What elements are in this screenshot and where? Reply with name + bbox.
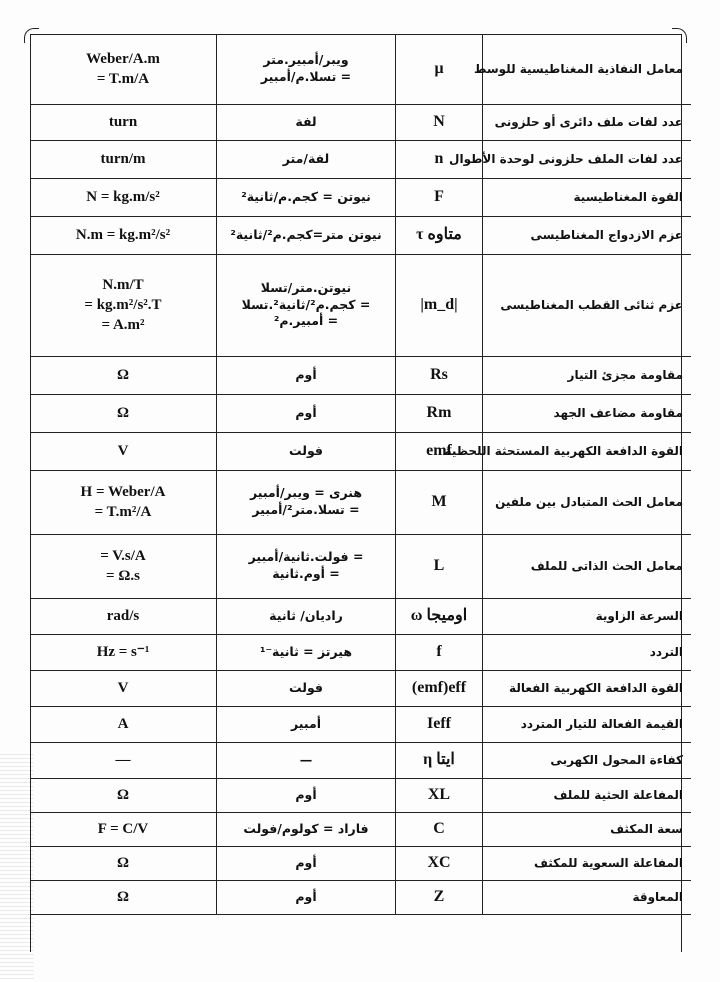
quantity-name-cell [449,140,692,178]
quantity-name-cell [483,254,692,356]
si-unit-cell [30,706,217,742]
symbol-cell [396,470,483,534]
table-row [30,846,691,880]
quantity-name-cell-line: التردد [649,644,683,659]
symbol-cell-line: emf [426,442,452,460]
arabic-unit-cell [217,216,396,254]
symbol-cell-line: C [433,820,445,838]
table-row [30,670,691,706]
symbol-cell-line: XC [427,854,451,872]
arabic-unit-cell [217,356,396,394]
arabic-unit-cell-line: فولت [289,442,323,458]
quantity-name-cell-line: كفاءة المحول الكهربى [550,752,683,767]
table-row [30,34,691,104]
quantity-name-cell [483,634,692,670]
quantity-name-cell [483,778,692,812]
quantity-name-cell [483,104,692,140]
scan-noise [0,752,34,982]
arabic-unit-cell-line: راديان/ ثانية [269,607,343,623]
units-table [30,34,691,915]
si-unit-cell-line: Hz = s⁻¹ [96,643,150,660]
quantity-name-cell [483,534,692,598]
symbol-cell-line: n [434,150,444,168]
quantity-name-cell [483,846,692,880]
si-unit-cell-line: F = C/V [97,820,149,837]
si-unit-cell-line: H = Weber/A [80,483,166,500]
arabic-unit-cell-line: نيوتن.متر/تسلا [260,279,352,295]
arabic-unit-cell [217,634,396,670]
si-unit-cell-line: A [117,715,129,732]
table-row [30,742,691,778]
arabic-unit-cell [217,254,396,356]
si-unit-cell-line: = V.s/A [100,547,146,564]
table-row [30,140,691,178]
arabic-unit-cell [217,178,396,216]
quantity-name-cell-line: السرعة الزاوية [595,608,683,623]
quantity-name-cell-line: معامل الحث الذاتى للملف [530,558,683,573]
symbol-cell-line: (emf)eff [411,679,467,697]
symbol-cell-line: ω اوميجا [410,607,468,625]
quantity-name-cell-line: القوة المغناطيسية [573,189,683,204]
arabic-unit-cell-line: = فولت.ثانية/أمبير [248,549,364,565]
table-row [30,254,691,356]
table-row [30,470,691,534]
si-unit-cell-line: — [115,751,131,768]
arabic-unit-cell [217,880,396,914]
quantity-name-cell [483,356,692,394]
table-row [30,778,691,812]
si-unit-cell-line: Ω [116,404,129,421]
arabic-unit-cell-line: فولت [289,679,323,695]
si-unit-cell-line: turn/m [100,150,146,167]
si-unit-cell [30,778,217,812]
table-row [30,394,691,432]
symbol-cell [396,598,483,634]
arabic-unit-cell [217,140,396,178]
si-unit-cell-line: V [117,679,129,696]
symbol-cell [396,104,483,140]
quantity-name-cell-line: القيمة الفعالة للتيار المتردد [520,716,683,731]
arabic-unit-cell [217,470,396,534]
arabic-unit-cell-line: = أمبير.م² [273,313,339,329]
arabic-unit-cell [217,598,396,634]
symbol-cell-line: L [433,557,445,575]
si-unit-cell-line: = Ω.s [106,568,140,584]
si-unit-cell [30,670,217,706]
arabic-unit-cell-line: لفة/متر [282,150,330,166]
quantity-name-cell-line: معامل الحث المتبادل بين ملفين [495,494,683,509]
arabic-unit-cell [217,432,396,470]
quantity-name-cell [483,394,692,432]
quantity-name-cell [483,880,692,914]
symbol-cell-line: f [436,643,442,661]
arabic-unit-cell-line: أوم [295,786,317,802]
table-row [30,634,691,670]
quantity-name-cell [483,670,692,706]
symbol-cell [396,534,483,598]
arabic-unit-cell [217,394,396,432]
symbol-cell-line: μ [434,59,444,77]
si-unit-cell-line: Weber/A.m [86,50,160,67]
si-unit-cell [30,742,217,778]
quantity-name-cell [483,812,692,846]
arabic-unit-cell-line: أوم [295,854,317,870]
arabic-unit-cell-line: = كجم.م²/ثانية².تسلا [241,296,371,312]
quantity-name-cell-line: المعاوقة [632,889,683,904]
arabic-unit-cell-line: = أوم.ثانية [272,566,340,581]
si-unit-cell-line: = kg.m²/s².T [84,296,162,313]
symbol-cell-line: Rm [426,404,452,422]
si-unit-cell-line: rad/s [106,607,140,624]
arabic-unit-cell [217,34,396,104]
quantity-name-cell-line: معامل النفاذية المغناطيسية للوسط [474,61,683,76]
symbol-cell [396,356,483,394]
table-row [30,812,691,846]
symbol-cell-line: η ايتا [423,751,455,769]
si-unit-cell [30,634,217,670]
arabic-unit-cell-line: أمبير [290,715,321,731]
si-unit-cell-line: N.m/T [102,276,144,293]
arabic-unit-cell [217,534,396,598]
arabic-unit-cell-line: فاراد = كولوم/فولت [243,820,369,836]
arabic-unit-cell-line: — [299,751,313,767]
si-unit-cell-line: = T.m/A [96,70,150,87]
quantity-name-cell [483,178,692,216]
arabic-unit-cell-line: نيوتن متر=كجم.م²/ثانية² [230,226,382,242]
arabic-unit-cell [217,742,396,778]
quantity-name-cell-line: القوة الدافعة الكهربية الفعالة [509,680,683,695]
arabic-unit-cell-line: = تسلا.متر²/أمبير [252,502,360,517]
table-row [30,706,691,742]
si-unit-cell [30,34,217,104]
symbol-cell-line: Z [433,888,445,906]
symbol-cell [396,742,483,778]
si-unit-cell [30,356,217,394]
symbol-cell-line: Ieff [427,715,451,733]
quantity-name-cell-line: عدد لفات الملف حلزونى لوحدة الأطوال [449,151,683,166]
quantity-name-cell [483,216,692,254]
si-unit-cell-line: N.m = kg.m²/s² [75,226,171,243]
si-unit-cell-line: Ω [116,854,129,871]
quantity-name-cell [483,598,692,634]
symbol-cell-line: Rs [430,366,448,384]
symbol-cell-line: |m_d| [420,296,458,314]
symbol-cell-line: F [434,188,444,206]
si-unit-cell-line: Ω [116,366,129,383]
si-unit-cell [30,140,217,178]
symbol-cell [396,846,483,880]
si-unit-cell [30,534,217,598]
symbol-cell [396,880,483,914]
symbol-cell-line: τ متاوه [416,226,462,244]
quantity-name-cell [483,706,692,742]
symbol-cell [396,812,483,846]
symbol-cell-line: N [433,113,445,131]
si-unit-cell [30,812,217,846]
quantity-name-cell-line: عدد لفات ملف دائرى أو حلزونى [494,114,683,129]
arabic-unit-cell-line: أوم [295,888,317,904]
si-unit-cell-line: = A.m² [101,317,145,334]
si-unit-cell [30,104,217,140]
si-unit-cell [30,254,217,356]
table-row [30,880,691,914]
quantity-name-cell [474,34,692,104]
si-unit-cell [30,846,217,880]
arabic-unit-cell [217,670,396,706]
symbol-cell [396,216,483,254]
si-unit-cell-line: Ω [116,786,129,803]
table-row [30,178,691,216]
quantity-name-cell-line: عزم ثنائى القطب المغناطيسى [500,297,683,312]
quantity-name-cell [483,470,692,534]
si-unit-cell-line: Ω [116,888,129,905]
si-unit-cell [30,598,217,634]
arabic-unit-cell-line: أوم [295,366,317,382]
symbol-cell [396,394,483,432]
si-unit-cell [30,880,217,914]
arabic-unit-cell [217,706,396,742]
quantity-name-cell [483,742,692,778]
table-row [30,216,691,254]
table-row [30,432,691,470]
symbol-cell [396,254,483,356]
symbol-cell [396,178,483,216]
si-unit-cell-line: = T.m²/A [94,504,152,520]
quantity-name-cell-line: سعة المكثف [610,821,683,836]
symbol-cell-line: XL [427,786,451,804]
arabic-unit-cell [217,104,396,140]
quantity-name-cell [444,432,692,470]
symbol-cell [396,706,483,742]
si-unit-cell-line: turn [108,113,138,130]
arabic-unit-cell-line: لفة [295,113,317,129]
symbol-cell [396,778,483,812]
table-row [30,356,691,394]
si-unit-cell [30,178,217,216]
symbol-cell [396,634,483,670]
si-unit-cell [30,216,217,254]
si-unit-cell-line: V [117,442,129,459]
quantity-name-cell-line: المفاعلة السعوية للمكثف [533,855,683,870]
arabic-unit-cell [217,846,396,880]
quantity-name-cell-line: مقاومة مضاعف الجهد [553,405,683,420]
arabic-unit-cell-line: أوم [295,404,317,420]
quantity-name-cell-line: مقاومة مجزئ التيار [567,367,683,382]
si-unit-cell [30,394,217,432]
arabic-unit-cell [217,812,396,846]
si-unit-cell-line: N = kg.m/s² [86,188,160,205]
arabic-unit-cell-line: = تسلا.م/أمبير [260,68,352,84]
si-unit-cell [30,432,217,470]
table-row [30,598,691,634]
arabic-unit-cell-line: هنرى = ويبر/أمبير [249,485,363,501]
arabic-unit-cell [217,778,396,812]
symbol-cell-line: M [431,493,447,511]
quantity-name-cell-line: المفاعلة الحثية للملف [553,787,683,802]
arabic-unit-cell-line: هيرتز = ثانية⁻¹ [259,643,353,659]
arabic-unit-cell-line: نيوتن = كجم.م/ثانية² [241,188,371,204]
quantity-name-cell-line: القوة الدافعة الكهربية المستحثة اللحظية [444,443,683,458]
table-row [30,104,691,140]
si-unit-cell [30,470,217,534]
symbol-cell [396,670,483,706]
symbol-cell [396,34,483,104]
table-row [30,534,691,598]
arabic-unit-cell-line: ويبر/أمبير.متر [263,51,349,67]
quantity-name-cell-line: عزم الازدواج المغناطيسى [530,227,683,242]
